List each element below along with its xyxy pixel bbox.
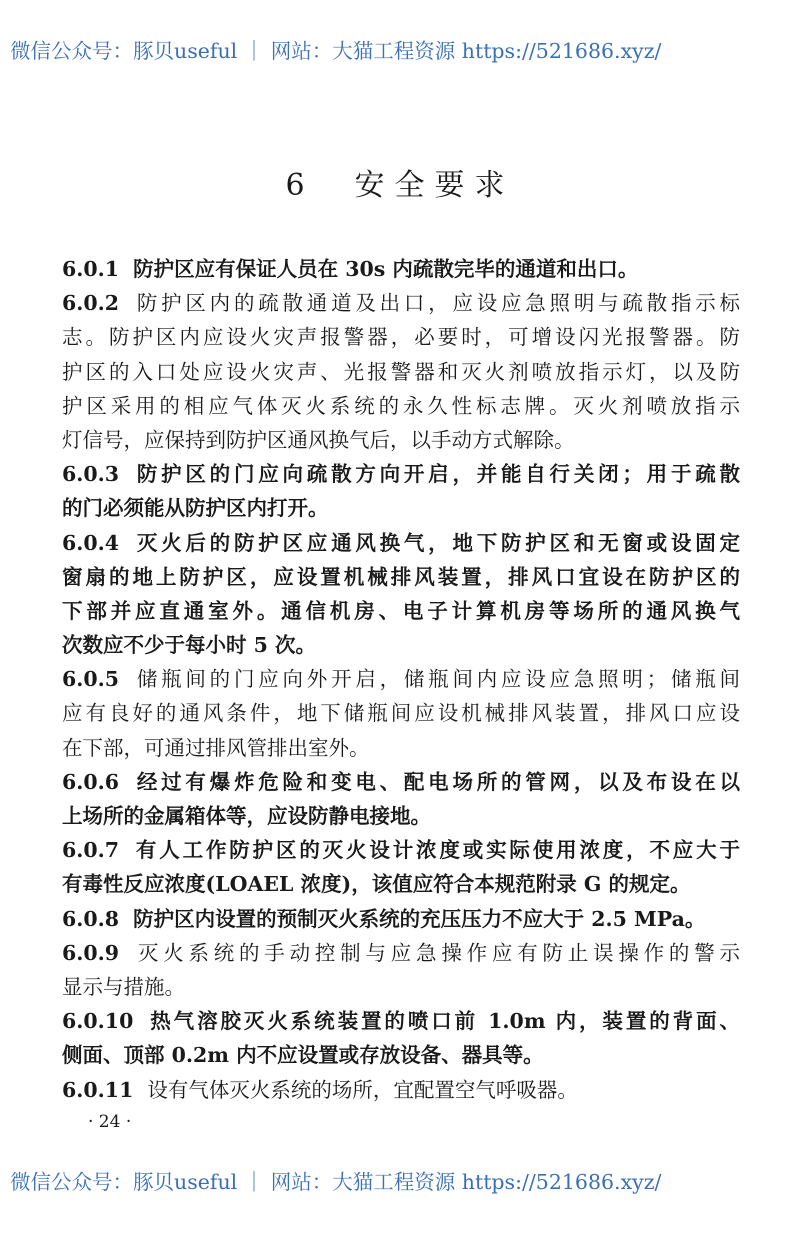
clause-text: 设有气体灭火系统的场所，宜配置空气呼吸器。	[147, 1077, 578, 1102]
clause-line	[62, 765, 740, 799]
clause-6-0-7	[62, 833, 740, 901]
watermark-top: 微信公众号：豚贝useful ｜ 网站：大猫工程资源 https://521686.xyz/	[10, 39, 662, 63]
clause-line	[62, 526, 740, 560]
clause-6-0-4	[62, 526, 740, 663]
clause-6-0-2	[62, 286, 740, 457]
clause-line	[62, 799, 740, 833]
clause-number: 6.0.3	[62, 462, 120, 487]
clause-text: 灯信号，应保持到防护区通风换气后，以手动方式解除。	[62, 427, 575, 452]
clause-text: 的门必须能从防护区内打开。	[62, 496, 329, 521]
clause-6-0-8	[62, 902, 740, 936]
clause-text: 灭火系统的手动控制与应急操作应有防止误操作的警示	[133, 940, 740, 965]
clause-6-0-1	[62, 252, 740, 286]
clause-text: 窗扇的地上防护区，应设置机械排风装置，排风口宜设在防护区的	[62, 564, 740, 589]
clause-text: 次数应不少于每小时 5 次。	[62, 633, 317, 658]
clause-line	[62, 731, 740, 765]
clause-line	[62, 594, 740, 628]
clause-text: 储瓶间的门应向外开启，储瓶间内应设应急照明；储瓶间	[133, 667, 740, 692]
clause-6-0-3	[62, 457, 740, 525]
clause-6-0-11	[62, 1073, 740, 1107]
clause-number: 6.0.1	[62, 257, 120, 281]
clause-text: 有人工作防护区的灭火设计浓度或实际使用浓度，不应大于	[133, 838, 740, 863]
clause-line	[62, 560, 740, 594]
clause-text: 灭火后的防护区应通风换气，地下防护区和无窗或设固定	[133, 530, 740, 555]
clause-line	[62, 252, 740, 286]
clause-line	[62, 1004, 740, 1038]
clause-text: 经过有爆炸危险和变电、配电场所的管网，以及布设在以	[133, 769, 740, 794]
clause-line	[62, 867, 740, 901]
clause-line	[62, 902, 740, 936]
clause-line	[62, 628, 740, 662]
clause-text: 显示与措施。	[62, 974, 185, 999]
clause-6-0-6	[62, 765, 740, 833]
clause-number: 6.0.6	[62, 769, 120, 794]
clause-number: 6.0.7	[62, 838, 120, 863]
clause-text: 上场所的金属箱体等，应设防静电接地。	[62, 804, 431, 828]
clause-line	[62, 970, 740, 1004]
clause-text: 下部并应直通室外。通信机房、电子计算机房等场所的通风换气	[62, 598, 740, 623]
clause-line	[62, 662, 740, 696]
section-title: 6 安全要求	[285, 168, 515, 203]
clause-number: 6.0.5	[62, 667, 120, 692]
clause-text: 有毒性反应浓度(LOAEL 浓度)，该值应符合本规范附录 G 的规定。	[62, 872, 691, 897]
clause-text: 防护区内设置的预制灭火系统的充压压力不应大于 2.5 MPa。	[133, 906, 706, 931]
clause-line	[62, 286, 740, 320]
clause-text: 热气溶胶灭火系统装置的喷口前 1.0m 内，装置的背面、	[147, 1009, 740, 1034]
clause-text: 志。防护区内应设火灾声报警器，必要时，可增设闪光报警器。防	[62, 325, 740, 350]
clause-6-0-5	[62, 662, 740, 765]
clause-6-0-10	[62, 1004, 740, 1072]
clause-text: 护区的入口处应设火灾声、光报警器和灭火剂喷放指示灯，以及防	[62, 359, 740, 384]
clause-line	[62, 320, 740, 354]
clause-number: 6.0.2	[62, 291, 120, 316]
clause-line	[62, 696, 740, 730]
clause-line	[62, 423, 740, 457]
clause-number: 6.0.11	[62, 1077, 134, 1102]
clause-line	[62, 833, 740, 867]
clause-line	[62, 936, 740, 970]
clause-number: 6.0.8	[62, 906, 120, 931]
clause-text: 护区采用的相应气体灭火系统的永久性标志牌。灭火剂喷放指示	[62, 393, 740, 418]
clause-text: 应有良好的通风条件，地下储瓶间应设机械排风装置，排风口应设	[62, 701, 740, 726]
clause-6-0-9	[62, 936, 740, 1004]
clause-line	[62, 457, 740, 491]
clause-line	[62, 491, 740, 525]
clause-number: 6.0.9	[62, 940, 120, 965]
clause-line	[62, 1038, 740, 1072]
clause-text: 防护区应有保证人员在 30s 内疏散完毕的通道和出口。	[133, 257, 639, 281]
clause-text: 防护区内的疏散通道及出口，应设应急照明与疏散指示标	[133, 291, 740, 316]
page-number: · 24 ·	[88, 1112, 132, 1132]
clause-text: 防护区的门应向疏散方向开启，并能自行关闭；用于疏散	[133, 462, 740, 487]
clause-line	[62, 389, 740, 423]
clause-list	[62, 252, 740, 1107]
clause-number: 6.0.10	[62, 1009, 134, 1034]
clause-text: 在下部，可通过排风管排出室外。	[62, 735, 370, 760]
clause-text: 侧面、顶部 0.2m 内不应设置或存放设备、器具等。	[62, 1043, 544, 1068]
clause-number: 6.0.4	[62, 530, 120, 555]
watermark-bottom: 微信公众号：豚贝useful ｜ 网站：大猫工程资源 https://521686.xyz/	[10, 1170, 662, 1194]
clause-line	[62, 1073, 740, 1107]
clause-line	[62, 355, 740, 389]
